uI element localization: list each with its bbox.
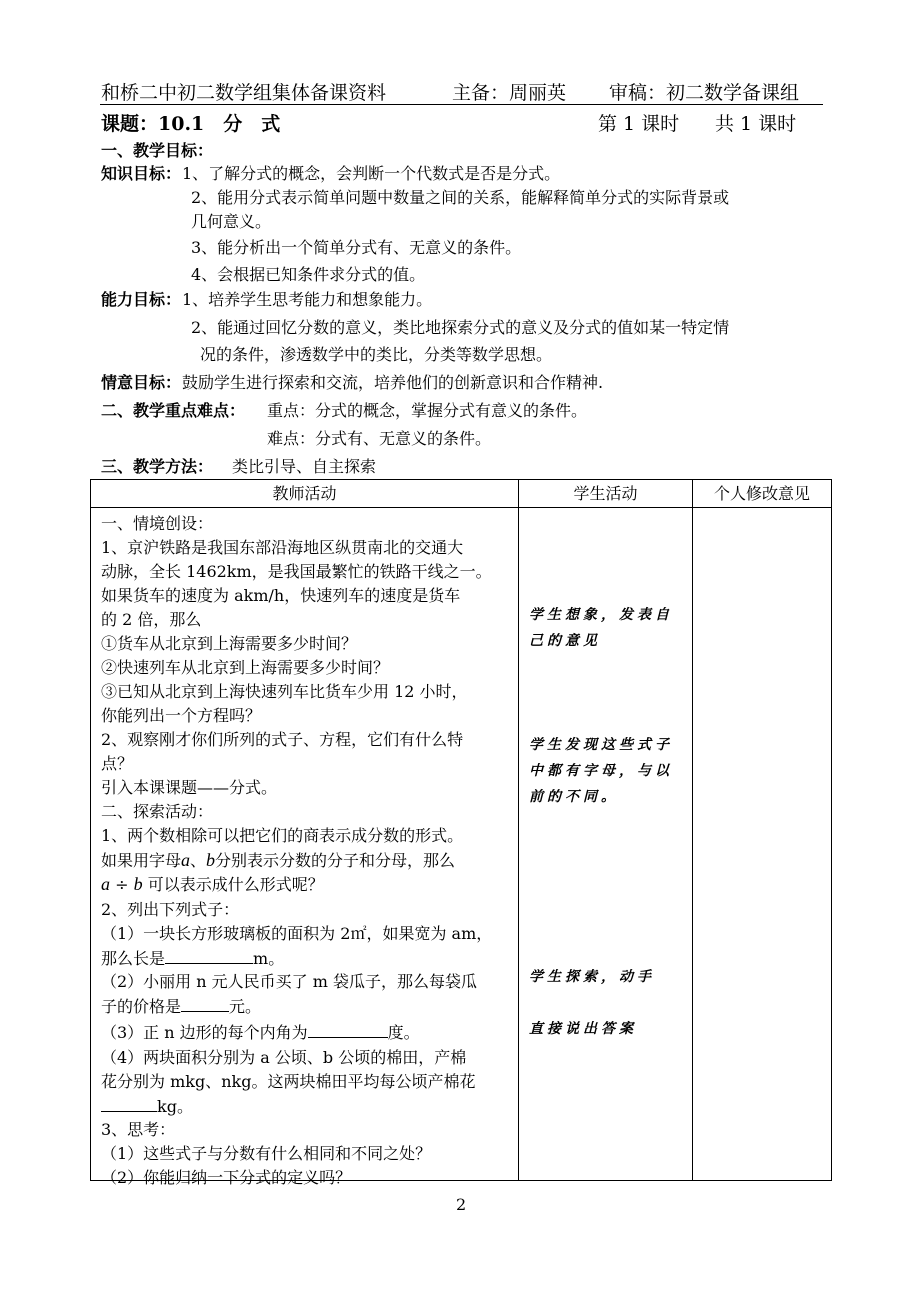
student-note: 学生发现这些式子 <box>529 737 673 753</box>
ability-item-2: 2、能通过回忆分数的意义，类比地探索分式的意义及分式的值如某一特定情 <box>191 318 730 337</box>
teacher-line: 的 2 倍，那么 <box>101 610 202 629</box>
knowledge-label: 知识目标： <box>101 164 182 183</box>
line-text: 子的价格是 <box>101 997 182 1016</box>
page-number: 2 <box>456 1195 467 1214</box>
student-note: 前的不同。 <box>529 789 619 805</box>
line-text: kg。 <box>157 1097 193 1116</box>
line-text: 度。 <box>387 1023 420 1042</box>
emotion-label: 情意目标： <box>101 373 182 392</box>
lesson-total: 共 1 课时 <box>715 113 797 135</box>
student-note: 学生探索，动手 <box>529 969 655 985</box>
variable-a: a <box>181 850 191 870</box>
answer-blank[interactable] <box>181 995 229 1012</box>
teacher-line: 3、思考： <box>101 1120 176 1139</box>
student-note: 中都有字母，与以 <box>529 763 673 779</box>
student-note: 学生想象，发表自 <box>529 607 673 623</box>
teacher-line: （1）这些式子与分数有什么相同和不同之处？ <box>101 1144 432 1163</box>
header-teacher: 教师活动 <box>91 480 519 508</box>
teacher-line-blank <box>101 995 261 1018</box>
separator: 、 <box>190 851 207 870</box>
teacher-line: 你能列出一个方程吗？ <box>101 706 262 725</box>
ability-label: 能力目标： <box>101 290 182 309</box>
knowledge-item-1: 1、了解分式的概念，会判断一个代数式是否是分式。 <box>182 164 561 183</box>
knowledge-item-4: 4、会根据已知条件求分式的值。 <box>191 265 426 284</box>
answer-blank[interactable] <box>308 1021 388 1038</box>
knowledge-item-2: 2、能用分式表示简单问题中数量之间的关系，能解释简单分式的实际背景或 <box>191 188 730 207</box>
header-notes: 个人修改意见 <box>693 480 832 508</box>
ability-item-1: 1、培养学生思考能力和想象能力。 <box>182 290 433 309</box>
student-note: 直接说出答案 <box>529 1021 637 1037</box>
ability-item-2-cont: 况的条件，渗透数学中的类比，分类等数学思想。 <box>200 345 553 364</box>
teacher-line: 点？ <box>101 754 134 773</box>
teacher-line-variables <box>101 849 455 872</box>
variable-b: b <box>133 874 143 894</box>
variable-a: a <box>101 874 110 894</box>
objectives-heading: 一、教学目标： <box>101 141 214 160</box>
division-sign: ÷ <box>115 875 129 894</box>
teacher-line: 1、两个数相除可以把它们的商表示成分数的形式。 <box>101 826 464 845</box>
teacher-line: ②快速列车从北京到上海需要多少时间？ <box>101 658 390 677</box>
student-note: 己的意见 <box>529 633 601 649</box>
line-text: 元。 <box>229 997 262 1016</box>
line-text: 如果用字母 <box>101 851 182 870</box>
line-text: 可以表示成什么形式呢？ <box>147 875 324 894</box>
emotion-text: 鼓励学生进行探索和交流，培养他们的创新意识和合作精神. <box>182 373 604 392</box>
teacher-line: 一、情境创设： <box>101 514 214 533</box>
teacher-line: 动脉，全长 1462km，是我国最繁忙的铁路干线之一。 <box>101 562 492 581</box>
header-reviewer: 审稿：初二数学备课组 <box>609 82 800 104</box>
line-text: 分别表示分数的分子和分母，那么 <box>215 851 456 870</box>
keypoints-key: 重点：分式的概念，掌握分式有意义的条件。 <box>267 401 588 420</box>
teacher-line: 引入本课课题——分式。 <box>101 778 278 797</box>
teacher-line-blank <box>101 1095 193 1118</box>
teacher-line-division <box>101 873 324 896</box>
variable-b: b <box>206 850 216 870</box>
teacher-line: ③已知从北京到上海快速列车比货车少用 12 小时， <box>101 682 468 701</box>
line-text: （3）正 n 边形的每个内角为 <box>101 1023 308 1042</box>
line-text: m。 <box>253 949 285 968</box>
keypoints-difficulty: 难点：分式有、无意义的条件。 <box>267 429 492 448</box>
answer-blank[interactable] <box>165 947 253 964</box>
line-text: 那么长是 <box>101 949 166 968</box>
teacher-line-blank <box>101 947 284 970</box>
lesson-period: 第 1 课时 <box>598 113 680 135</box>
table-body-row <box>91 508 832 1181</box>
knowledge-item-3: 3、能分析出一个简单分式有、无意义的条件。 <box>191 238 522 257</box>
teacher-line: ①货车从北京到上海需要多少时间？ <box>101 634 358 653</box>
header-divider <box>100 104 823 105</box>
teacher-line: 花分别为 mkg、nkg。这两块棉田平均每公顷产棉花 <box>101 1072 476 1091</box>
teacher-line: 1、京沪铁路是我国东部沿海地区纵贯南北的交通大 <box>101 538 464 557</box>
teacher-cell <box>91 508 519 1187</box>
activity-table <box>90 479 832 1187</box>
lesson-topic: 课题：10.1 分 式 <box>101 113 281 135</box>
teacher-line: 2、列出下列式子： <box>101 900 240 919</box>
answer-blank[interactable] <box>101 1095 157 1112</box>
teacher-line: （1）一块长方形玻璃板的面积为 2㎡，如果宽为 am， <box>101 924 493 943</box>
teacher-line-blank <box>101 1021 420 1044</box>
table-header-row <box>91 480 832 508</box>
teacher-line: （2）你能归纳一下分式的定义吗？ <box>101 1168 352 1187</box>
notes-cell[interactable] <box>693 508 832 1181</box>
teacher-line: 2、观察刚才你们所列的式子、方程，它们有什么特 <box>101 730 464 749</box>
teacher-line: 二、探索活动： <box>101 802 214 821</box>
keypoints-heading: 二、教学重点难点： <box>101 401 246 420</box>
student-cell <box>519 508 693 1181</box>
header-title: 和桥二中初二数学组集体备课资料 <box>101 82 387 104</box>
header-author: 主备：周丽英 <box>452 82 567 104</box>
teacher-line: 如果货车的速度为 akm/h，快速列车的速度是货车 <box>101 586 461 605</box>
method-heading: 三、教学方法： <box>101 457 214 476</box>
teacher-line: （4）两块面积分别为 a 公顷、b 公顷的棉田，产棉 <box>101 1048 467 1067</box>
knowledge-item-2-cont: 几何意义。 <box>191 212 272 231</box>
method-text: 类比引导、自主探索 <box>232 457 377 476</box>
header-student: 学生活动 <box>519 480 693 508</box>
teacher-line: （2）小丽用 n 元人民币买了 m 袋瓜子，那么每袋瓜 <box>101 972 478 991</box>
